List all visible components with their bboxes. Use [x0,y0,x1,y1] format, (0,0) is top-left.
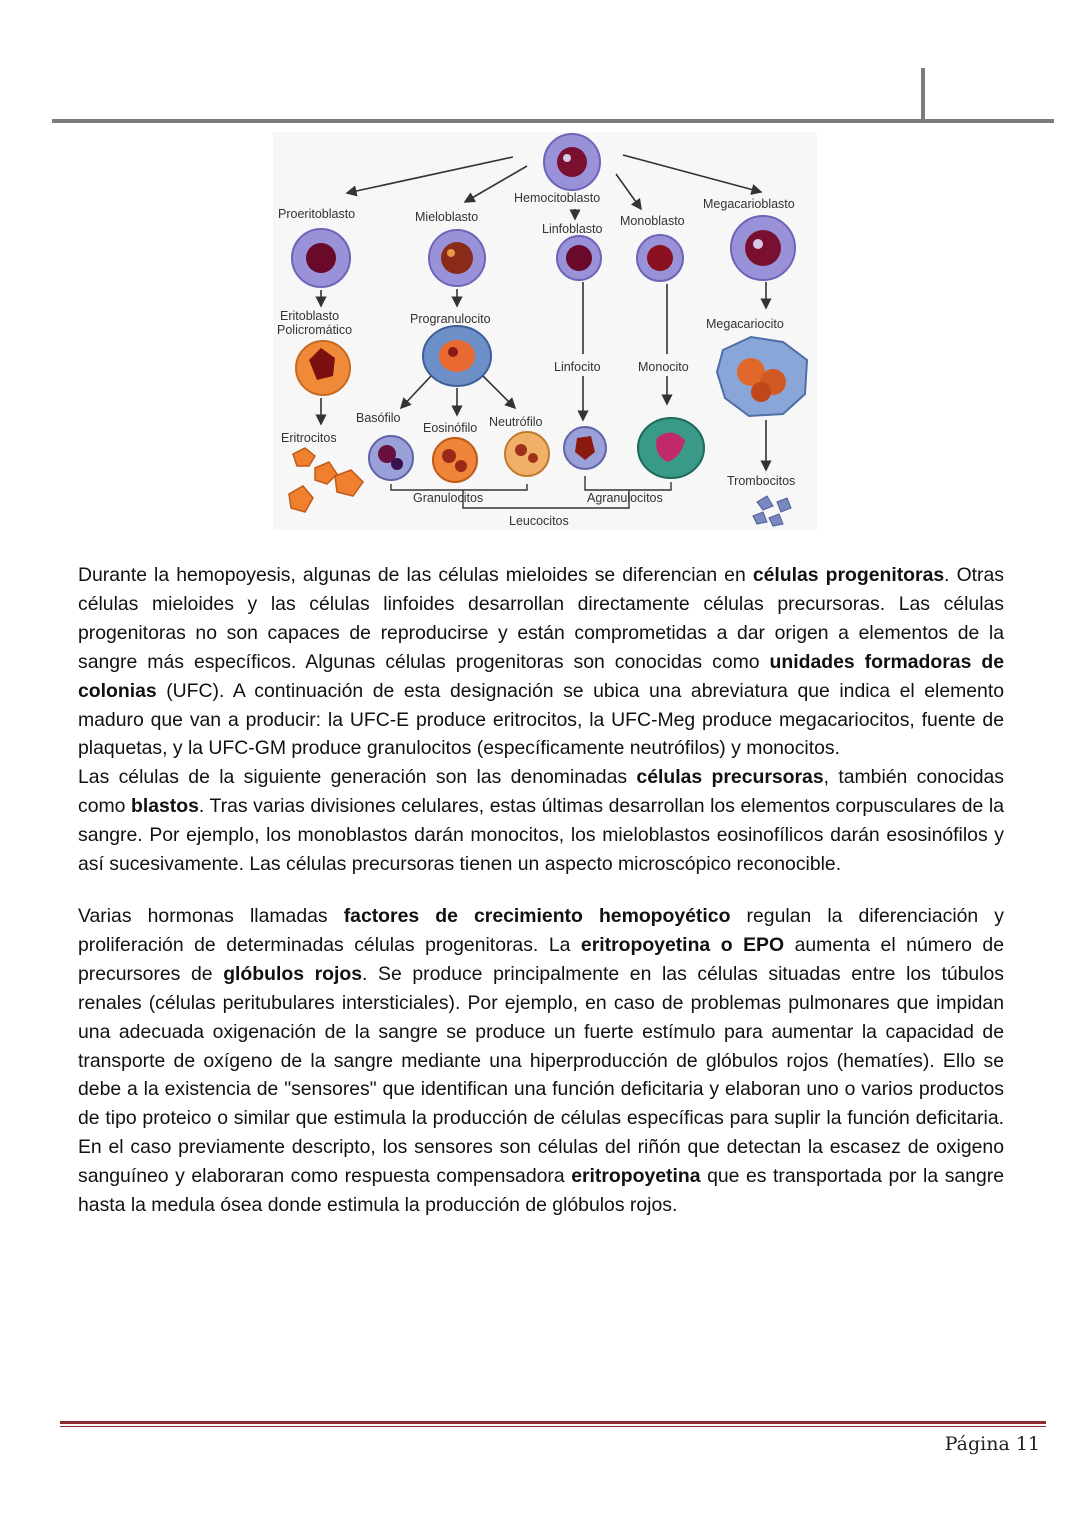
label-megacariocito: Megacariocito [706,317,784,331]
paragraph-2: Las células de la siguiente generación son las denominadas células precursoras, también conocidas como blastos. Tras varias divisiones celulares, estas últimas desarrollan los elementos corpusculares de la sangre. Por ejemplo, los monoblastos darán monocitos, los mieloblastos eosinofílicos darán esosinófilos y así sucesivamente. Las células precursoras tienen un aspecto microscópico reconocible. [78,766,1005,876]
footer-rule-thin [60,1426,1046,1427]
label-basofilo: Basófilo [356,411,401,425]
monoblasto-cell [637,235,683,281]
eritoblasto-cell [296,341,350,395]
label-megacarioblasto: Megacarioblasto [703,197,795,211]
monocito-cell [638,418,704,478]
paragraph-3: Varias hormonas llamadas factores de crecimiento hemopoyético regulan la diferenciación y proliferación de determinadas células progenitoras. La eritropoyetina o EPO aumenta el número de precursores de glóbulos rojos. Se produce principalmente en las células situadas entre los túbulos renales (células peritubulares intersticiales). Por ejemplo, en caso de problemas pulmonares que impidan una adecuada oxigenación de la sangre se produce un fuerte estímulo para aumentar la capacidad de transporte de oxígeno de la sangre mediante una hiperproducción de glóbulos rojos (hematíes). Ello se debe a la existencia de "sensores" que identifican una función deficitaria y elaboran uno o varios productos de tipo proteico o similar que estimula la producción de células específicas para suplir la función deficitaria. En el caso previamente descripto, los sensores son células del riñón que detectan la escasez de oxigeno sanguíneo y elaboraran como respuesta compensadora eritropoyetina que es transportada por la sangre hasta la medula ósea donde estimula la producción de glóbulos rojos. [78,904,1005,1217]
neutrofilo-cell [505,432,549,476]
body-text [78,561,1004,1220]
label-proeritoblasto: Proeritoblasto [278,207,356,221]
label-mieloblasto: Mieloblasto [415,210,479,224]
progranulocito-cell [423,326,491,386]
label-eritrocitos: Eritrocitos [281,431,337,445]
megacarioblasto-cell [731,216,795,280]
label-monocito: Monocito [638,360,689,374]
label-monoblasto: Monoblasto [620,214,685,228]
label-agranulocitos: Agranulocitos [587,491,663,505]
label-policromatico: Policromático [277,323,353,337]
label-trombocitos: Trombocitos [727,474,796,488]
proeritoblasto-cell [292,229,350,287]
footer-rule [60,1421,1046,1424]
linfocito-cell [564,427,606,469]
eosinofilo-cell [433,438,477,482]
linfoblasto-cell [557,236,601,280]
hemocitoblasto-cell [544,134,600,190]
header-rule [52,119,1054,123]
label-leucocitos: Leucocitos [509,514,569,528]
basofilo-cell [369,436,413,480]
label-hemocitoblasto: Hemocitoblasto [514,191,601,205]
hematopoiesis-diagram [273,132,817,530]
label-progranulocito: Progranulocito [410,312,491,326]
label-eritoblasto: Eritoblasto [280,309,340,323]
label-neutrofilo: Neutrófilo [489,415,543,429]
label-linfocito: Linfocito [554,360,601,374]
mieloblasto-cell [429,230,485,286]
label-granulocitos: Granulocitos [413,491,484,505]
paragraph-1: Durante la hemopoyesis, algunas de las células mieloides se diferencian en células progenitoras. Otras células mieloides y las células linfoides desarrollan directamente células precursoras. Las células progenitoras no son capaces de reproducirse y están comprometidas a dar origen a elementos de la sangre más específicos. Algunas células progenitoras son conocidas como unidades formadoras de colonias (UFC). A continuación de esta designación se ubica una abreviatura que indica el elemento maduro que van a producir: la UFC-E produce eritrocitos, la UFC-Meg produce megacariocitos, fuente de plaquetas, y la UFC-GM produce granulocitos (específicamente neutrófilos) y monocitos. [78,564,1004,760]
page-number: Página 11 [944,1433,1040,1455]
header-tick [921,68,925,121]
label-eosinofilo: Eosinófilo [423,421,478,435]
label-linfoblasto: Linfoblasto [542,222,603,236]
